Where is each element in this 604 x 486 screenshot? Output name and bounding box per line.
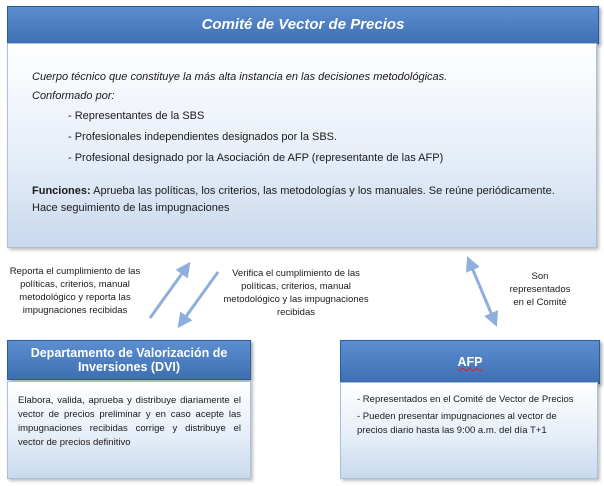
member-item: - Profesionales independientes designados por la SBS.: [68, 131, 338, 143]
dvi-text: Elabora, valida, aprueba y distribuye diariamente el vector de precios preliminar y en caso acepte las impugnaciones recibidas corrige y distribuye el vector de precios definitivo: [18, 395, 241, 448]
dvi-title: Departamento de Valorización de Inversiones (DVI): [7, 340, 251, 380]
member-item: - Representantes de la SBS: [68, 110, 205, 122]
verify-note: Verifica el cumplimiento de las políticas, criterios, manual metodológico y las impugnaciones recibidas: [223, 268, 369, 318]
member-item: - Profesional designado por la Asociación de AFP (representante de las AFP): [68, 152, 444, 164]
functions-label: Funciones:: [32, 185, 91, 197]
composition-label: Conformado por:: [32, 90, 115, 102]
committee-title: Comité de Vector de Precios: [7, 6, 599, 44]
arrow-verify-to-dvi: [182, 272, 218, 322]
afp-panel: [340, 382, 598, 479]
afp-title: [340, 340, 600, 384]
represented-note: Son representados en el Comité: [509, 271, 571, 308]
dvi-panel: [7, 381, 251, 479]
committee-description: Cuerpo técnico que constituye la más alta instancia en las decisiones metodológicas.: [32, 71, 448, 83]
afp-title-text: AFP: [457, 355, 483, 369]
afp-item: - Representados en el Comité de Vector de Precios: [357, 394, 574, 405]
arrow-afp-committee: [470, 263, 494, 320]
report-note: Reporta el cumplimiento de las políticas, criterios, manual metodológico y reporta las impugnaciones recibidas: [9, 266, 141, 316]
arrow-report-to-committee: [150, 268, 186, 318]
functions-text: Aprueba las políticas, los criterios, las metodologías y los manuales. Se reúne periódicamente. Hace seguimiento de las impugnaciones: [32, 185, 555, 214]
afp-item: - Pueden presentar impugnaciones al vector de precios diario hasta las 9:00 a.m. del día T+1: [357, 411, 557, 436]
